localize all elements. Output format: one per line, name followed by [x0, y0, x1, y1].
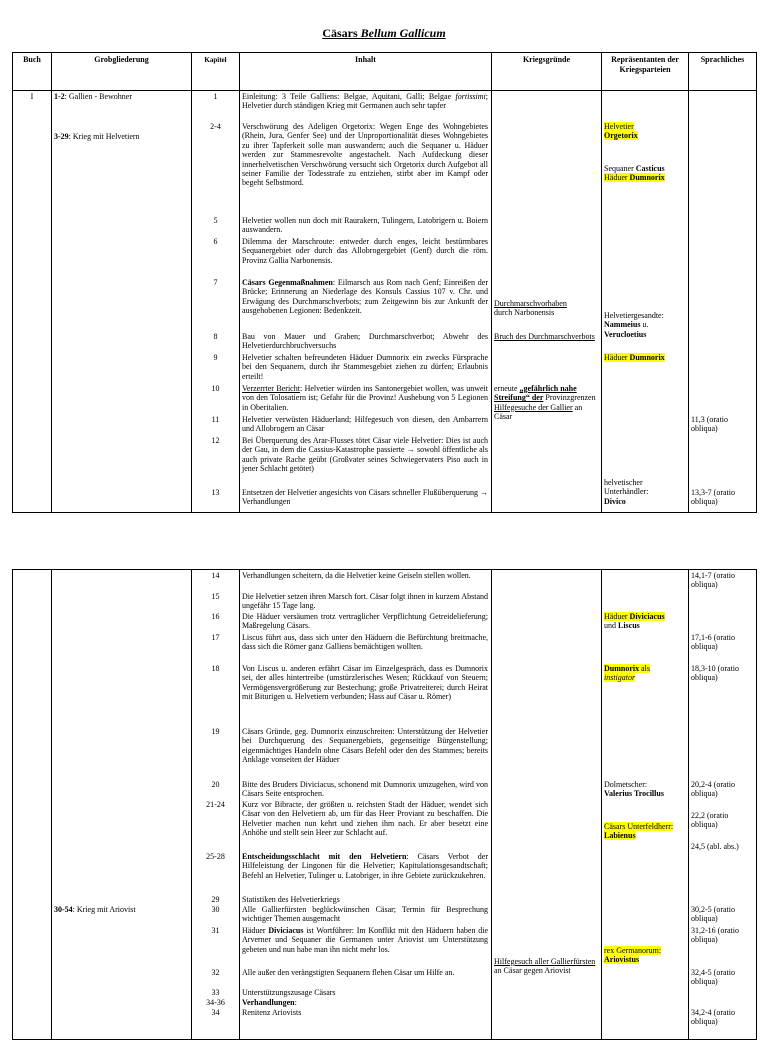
content-entry: Helvetier verwüsten Häduerland; Hilfegesuch von diesen, den Ambarrern und Allobrogern an Cäsar	[242, 415, 488, 434]
representative: rex Germanorum: Ariovistus	[604, 946, 662, 965]
repraesentanten-cell	[602, 91, 689, 513]
content-entry: Bitte des Bruders Diviciacus, schonend mit Dumnorix umzugehen, wird von Cäsars Seite entsprochen.	[242, 780, 488, 799]
chapter-number: 13	[211, 488, 220, 497]
content-entry: Alle außer den verängstigten Sequanern flehen Cäsar um Hilfe an.	[242, 968, 455, 977]
header-row	[13, 53, 757, 91]
content-entry: Dilemma der Marschroute: entweder durch enges, leicht bestürmbares Sequanergebiet oder durch das Allobrogergebiet (Genf) durch die röm. Provinz Gallia Narbonensis.	[242, 237, 488, 265]
chapter-number: 34	[211, 1008, 220, 1017]
content-entry: Entscheidungsschlacht mit den Helvetiern: Cäsars Verbot der Hilfeleistung der Lingonen für die Helvetier; Kapitulationsgesandtschaft; Befehl an Helvetier, Tulinger u. Latobriger, in ihre Gebiete zurückzukehren.	[242, 852, 489, 880]
section-helvetier: 3-29: Krieg mit Helvetiern	[54, 132, 140, 141]
content-entry: Renitenz Ariovists	[242, 1008, 302, 1017]
language-note: 24,5 (abl. abs.)	[691, 842, 739, 851]
representative: Dumnorix als instigator	[604, 664, 651, 683]
war-reason: erneute „gefährlich nahe Streifung“ der Provinzgrenzen Hilfegesuche der Gallier an Cäsar	[494, 384, 596, 422]
language-note: 22,2 (oratio obliqua)	[691, 811, 729, 830]
content-entry: Verzerrter Bericht: Helvetier würden ins Santonergebiet wollen, was unweit von den Tolosatiern ist; Gefahr für die Provinz! Aushebung von 5 Legionen in Oberitalien.	[242, 384, 488, 412]
sprachliches-cell	[689, 570, 757, 1040]
content-entry: Unterstützungszusage Cäsars	[242, 988, 336, 997]
content-entry: Bei Überquerung des Arar-Flusses tötet Cäsar viele Helvetier: Dies ist auch der Gau, in dem die Cassius-Katastrophe passierte → sowohl öffentliche als auch private Rache geübt (Großvater seines Schwiegervaters Piso auch in jener Schlacht getötet)	[242, 436, 488, 474]
war-reason: Durchmarschvorhaben durch Narbonensis	[494, 299, 567, 318]
overview-table-1	[12, 52, 757, 513]
chapter-number: 21-24	[206, 800, 225, 809]
content-entry: Cäsars Gründe, geg. Dumnorix einzuschreiten: Unterstützung der Helvetier bei Durchquerung des Sequanergebiets, gegenseitige Bürgenstellung; eigenmächtiges Handeln ohne Cäsars Befehl oder den des Stammes; bereits Anklage vonseiten der Häduer	[242, 727, 488, 765]
chapter-number: 32	[211, 968, 220, 977]
content-entry: Helvetier schalten befreundeten Häduer Dumnorix ein zwecks Fürsprache bei den Sequanern, durch ihr Stammesgebiet ziehen zu dürfen; Erlaubnis erteilt!	[242, 353, 488, 381]
language-note: 20,2-4 (oratio obliqua)	[691, 780, 735, 799]
language-note: 30,2-5 (oratio obliqua)	[691, 905, 735, 924]
content-entry: Die Helvetier setzen ihren Marsch fort. Cäsar folgt ihnen in kurzem Abstand ungefähr 15 Tage lang.	[242, 592, 488, 611]
inhalt-cell	[240, 91, 492, 513]
chapter-number: 2-4	[210, 122, 221, 131]
chapter-number: 16	[211, 612, 220, 621]
war-reason: Bruch des Durchmarschverbots	[494, 332, 595, 341]
section-gallien: 1-2: Gallien - Bewohner	[54, 92, 132, 101]
content-entry: Einleitung: 3 Teile Galliens: Belgae, Aquitani, Galli; Belgae fortissimi; Helvetier durch ständigen Krieg mit Germanen auch sehr tapfer	[242, 92, 488, 111]
representative: Dolmetscher: Valerius Trocillus	[604, 780, 664, 799]
language-note: 13,3-7 (oratio obliqua)	[691, 488, 735, 507]
content-entry: Statistiken des Helvetierkriegs	[242, 895, 340, 904]
representative: helvetischer Unterhändler: Divico	[604, 478, 649, 506]
representative: Helvetiergesandte: Nammeius u. Verucloetius	[604, 311, 664, 339]
kapitel-cell	[192, 91, 240, 513]
kapitel-cell	[192, 570, 240, 1040]
header-repraesentanten: Repräsentanten der Kriegsparteien	[602, 53, 689, 91]
war-reason: Hilfegesuch aller Gallierfürsten an Cäsar gegen Ariovist	[494, 957, 596, 976]
chapter-number: 6	[213, 237, 218, 246]
representative: Häduer Dumnorix	[604, 353, 665, 362]
chapter-number: 19	[211, 727, 220, 736]
content-entry: Verschwörung des Adeligen Orgetorix: Wegen Enge des Wohngebietes (Rhein, Jura, Genfer See) und der Unproportionalität dieses Wohngebietes zu ihrer Tapferkeit solle man auswandern; auch die Sequaner u. Häduer werden zur Stammesrevolte angestachelt. Nach Aufdeckung dieser innerhelvetischen Verschwörung versucht sich Orgetorix durch Aufgebot all seiner Familie der Todesstrafe zu entziehen, stirbt aber im Kampf oder begeht Selbstmord.	[242, 122, 488, 188]
language-note: 17,1-6 (oratio obliqua)	[691, 633, 735, 652]
representative: Häduer Diviciacus und Liscus	[604, 612, 665, 631]
kriegsgruende-cell	[492, 570, 602, 1040]
chapter-number: 34-36	[206, 998, 225, 1007]
book-number	[13, 570, 52, 1040]
content-entry: Liscus führt aus, dass sich unter den Häduern die Befürchtung breitmache, dass sich die Römer ganz Galliens bemächtigen wollten.	[242, 633, 488, 652]
header-inhalt: Inhalt	[240, 53, 492, 91]
content-entry: Alle Gallierfürsten beglückwünschen Cäsar; Termin für Besprechung wichtiger Themen ausgemacht	[242, 905, 488, 924]
content-entry: Von Liscus u. anderen erfährt Cäsar im Einzelgespräch, dass es Dumnorix sei, der alles hintertreibe (umstürzlerisches Wesen; Rückkauf von Steuern; Vermögensvergrößerung zur Bestechung; große Privatreiterei; durch Heirat mit Biturigen u. Helvetiern verbunden; Hass auf Cäsar u. Römer)	[242, 664, 488, 702]
chapter-number: 25-28	[206, 852, 225, 861]
chapter-number: 20	[211, 780, 220, 789]
header-kriegsgruende: Kriegsgründe	[492, 53, 602, 91]
language-note: 34,2-4 (oratio obliqua)	[691, 1008, 735, 1027]
table-row	[13, 570, 757, 1040]
chapter-number: 7	[213, 278, 218, 287]
representative: Sequaner Casticus Häduer Dumnorix	[604, 164, 665, 183]
language-note: 11,3 (oratio obliqua)	[691, 415, 729, 434]
language-note: 31,2-16 (oratio obliqua)	[691, 926, 739, 945]
content-entry: Häduer Diviciacus ist Wortführer: Im Konflikt mit den Häduern haben die Arverner und Sequaner die Germanen unter Ariovist um Unterstützung gebeten und nun habe man ihn nicht mehr los.	[242, 926, 489, 954]
header-grobgliederung: Grobgliederung	[52, 53, 192, 91]
content-entry: Verhandlungen scheitern, da die Helvetier keine Geiseln stellen wollen.	[242, 571, 471, 580]
table-row	[13, 91, 757, 513]
chapter-number: 15	[211, 592, 220, 601]
kriegsgruende-cell	[492, 91, 602, 513]
chapter-number: 5	[213, 216, 218, 225]
chapter-number: 29	[211, 895, 220, 904]
header-buch: Buch	[13, 53, 52, 91]
header-kapitel: Kapitel	[192, 53, 240, 91]
content-entry: Bau von Mauer und Graben; Durchmarschverbot; Abwehr des Helvetierdurchbruchversuchs	[242, 332, 488, 351]
chapter-number: 1	[213, 92, 218, 101]
chapter-number: 14	[211, 571, 220, 580]
sprachliches-cell	[689, 91, 757, 513]
chapter-number: 12	[211, 436, 220, 445]
chapter-number: 8	[213, 332, 218, 341]
chapter-number: 9	[213, 353, 218, 362]
chapter-number: 31	[211, 926, 220, 935]
representative: Helvetier Orgetorix	[604, 122, 638, 141]
header-sprachliches: Sprachliches	[689, 53, 757, 91]
chapter-number: 33	[211, 988, 220, 997]
representative: Cäsars Unterfeldherr: Labienus	[604, 822, 674, 841]
overview-table-2	[12, 569, 757, 1040]
content-entry: Kurz vor Bibracte, der größten u. reichsten Stadt der Häduer, wendet sich Cäsar von den Helvetiern ab, um für das Heer Proviant zu beschaffen. Die Helvetier machen nun kehrt und ziehen ihm nach. Er aber besetzt eine Anhöhe und stellt sein Heer zur Schlacht auf.	[242, 800, 488, 838]
content-entry: Verhandlungen:	[242, 998, 297, 1007]
chapter-number: 10	[211, 384, 220, 393]
chapter-number: 11	[211, 415, 220, 424]
language-note: 14,1-7 (oratio obliqua)	[691, 571, 735, 590]
language-note: 32,4-5 (oratio obliqua)	[691, 968, 735, 987]
chapter-number: 30	[211, 905, 220, 914]
content-entry: Cäsars Gegenmaßnahmen: Eilmarsch aus Rom nach Genf; Einreißen der Brücke; Erinnerung an Niederlage des Konsuls Cassius 107 v. Chr. und Erwägung des Durchmarschverbots; zum Zeitgewinn bis zur Ankunft der ausgehobenen Legionen: Bedenkzeit.	[242, 278, 488, 316]
chapter-number: 17	[211, 633, 220, 642]
book-number: I	[13, 91, 52, 513]
content-entry: Entsetzen der Helvetier angesichts von Cäsars schneller Flußüberquerung → Verhandlungen	[242, 488, 488, 507]
grobgliederung-cell	[52, 91, 192, 513]
repraesentanten-cell	[602, 570, 689, 1040]
grobgliederung-cell	[52, 570, 192, 1040]
section-ariovist: 30-54: Krieg mit Ariovist	[54, 905, 136, 914]
inhalt-cell	[240, 570, 492, 1040]
content-entry: Die Häduer versäumen trotz vertraglicher Verpflichtung Getreidelieferung; Maßregelung Cäsars.	[242, 612, 488, 631]
content-entry: Helvetier wollen nun doch mit Raurakern, Tulingern, Latobrigern u. Boiern auswandern.	[242, 216, 488, 235]
chapter-number: 18	[211, 664, 220, 673]
page-title: Cäsars Bellum Gallicum	[322, 26, 446, 40]
language-note: 18,3-10 (oratio obliqua)	[691, 664, 739, 683]
